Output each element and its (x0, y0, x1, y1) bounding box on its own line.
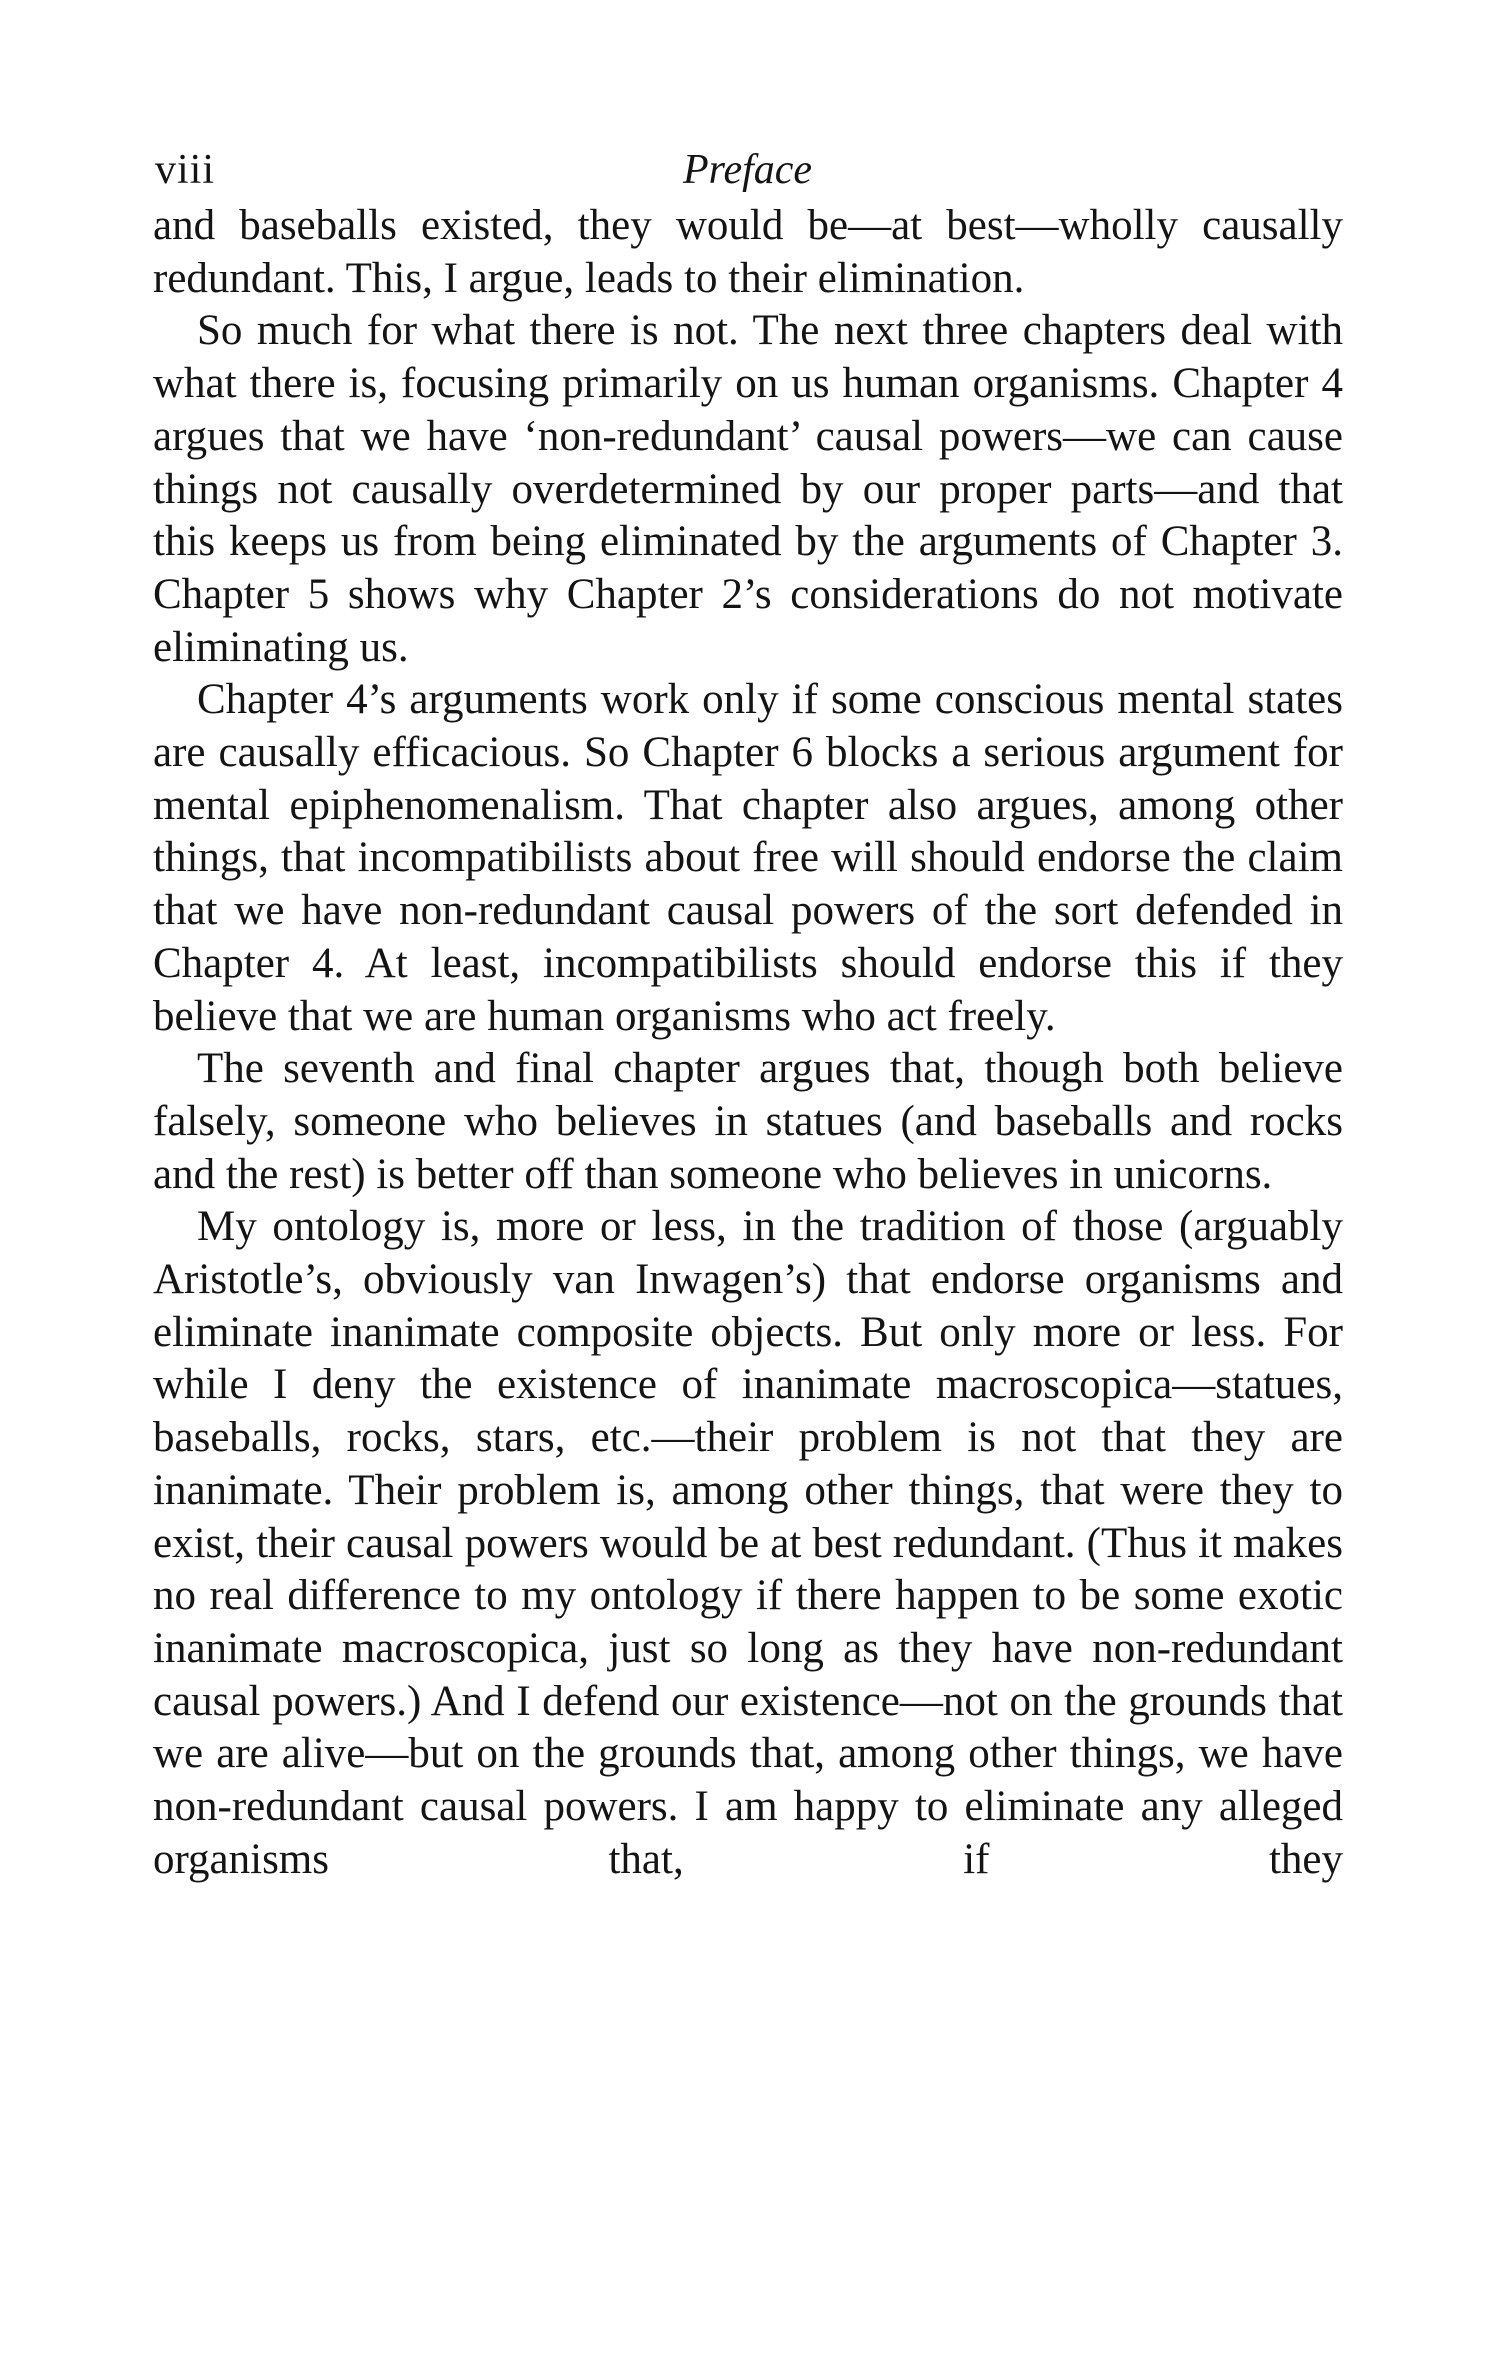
page-number: viii (155, 147, 216, 193)
body-text (153, 200, 1343, 1887)
book-page (153, 140, 1343, 1887)
paragraph: So much for what there is not. The next three chapters deal with what there is, focusing primarily on us human organisms. Chapter 4 argues that we have ‘non-redundant’ causal powers—we can cause things not causally overdetermined by our proper parts—and that this keeps us from being eliminated by the arguments of Chapter 3. Chapter 5 shows why Chapter 2’s considerations do not motivate eliminating us. (153, 307, 1343, 671)
paragraph: My ontology is, more or less, in the tradition of those (arguably Aristotle’s, obviously van Inwagen’s) that endorse organisms and eliminate inanimate composite objects. But only more or less. For while I deny the existence of inanimate macroscopica—statues, baseballs, rocks, stars, etc.—their problem is not that they are inanimate. Their problem is, among other things, that were they to exist, their causal powers would be at best redundant. (Thus it makes no real difference to my ontology if there happen to be some exotic inanimate macroscopica, just so long as they have non-redundant causal powers.) And I defend our existence—not on the grounds that we are alive—but on the grounds that, among other things, we have non-redundant causal powers. I am happy to eliminate any alleged organisms that, if they (153, 1203, 1343, 1883)
paragraph-continuation: and baseballs existed, they would be—at best—wholly causally redundant. This, I argue, leads to their elimination. (153, 202, 1343, 302)
running-head (153, 140, 1343, 200)
running-title: Preface (683, 147, 813, 193)
paragraph: The seventh and final chapter argues that, though both believe falsely, someone who believes in statues (and baseballs and rocks and the rest) is better off than someone who believes in unicorns. (153, 1045, 1343, 1198)
paragraph: Chapter 4’s arguments work only if some conscious mental states are causally efficacious. So Chapter 6 blocks a serious argument for mental epiphenomenalism. That chapter also argues, among other things, that incompatibilists about free will should endorse the claim that we have non-redundant causal powers of the sort defended in Chapter 4. At least, incompatibilists should endorse this if they believe that we are human organisms who act freely. (153, 676, 1343, 1040)
